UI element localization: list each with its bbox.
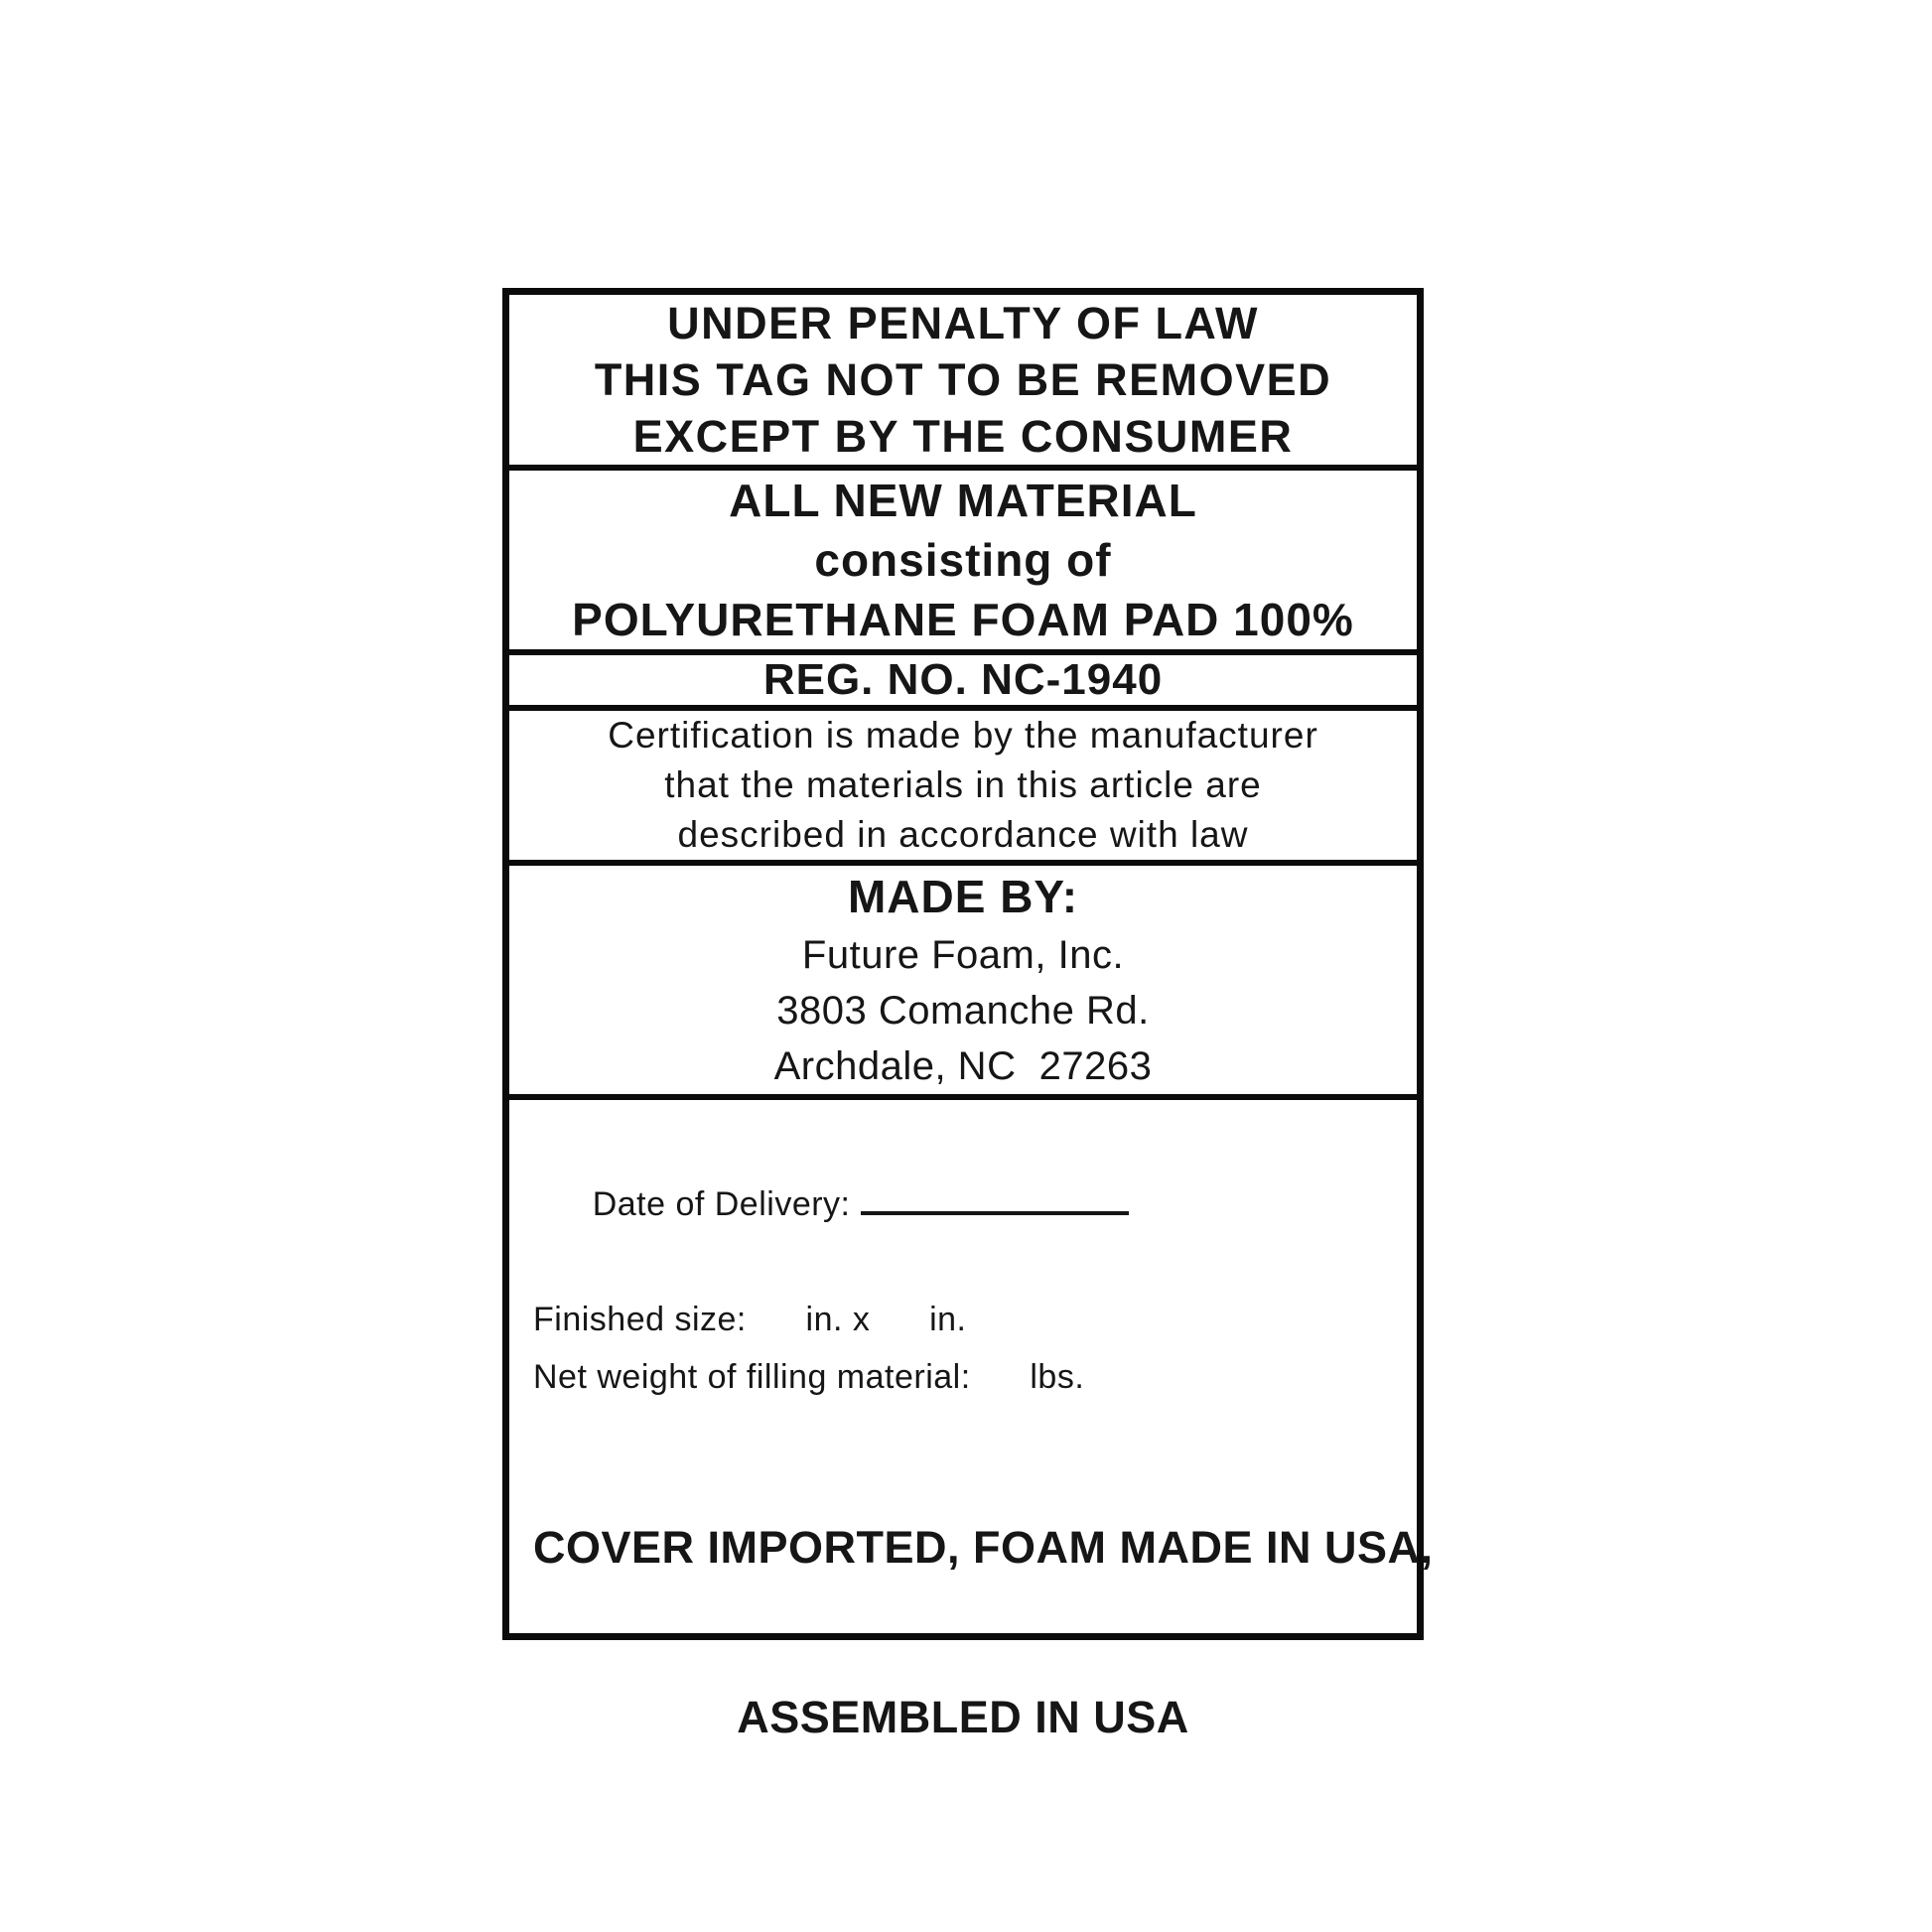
certification-line-2: that the materials in this article are	[664, 764, 1262, 805]
certification-line-3: described in accordance with law	[677, 814, 1249, 855]
registration-number: REG. NO. NC-1940	[762, 655, 1164, 704]
penalty-line-3: EXCEPT BY THE CONSUMER	[632, 411, 1294, 462]
material-line-3: POLYURETHANE FOAM PAD 100%	[572, 594, 1354, 645]
law-label	[502, 288, 1434, 1742]
origin-statement	[533, 1406, 1434, 1866]
finished-size-line: Finished size: in. x in.	[533, 1301, 967, 1338]
certification-line-1: Certification is made by the manufacturer	[608, 715, 1318, 756]
manufacturer-name: Future Foam, Inc.	[801, 933, 1125, 977]
made-by-heading: MADE BY:	[847, 871, 1079, 922]
penalty-line-1: UNDER PENALTY OF LAW	[667, 298, 1259, 348]
section-penalty-notice	[509, 295, 1417, 471]
date-of-delivery-blank-line	[861, 1177, 1129, 1215]
date-of-delivery-label: Date of Delivery:	[592, 1185, 851, 1223]
material-line-2: consisting of	[814, 534, 1112, 586]
penalty-line-2: THIS TAG NOT TO BE REMOVED	[594, 354, 1332, 405]
section-material-contents	[509, 471, 1417, 655]
section-certification	[509, 711, 1417, 866]
manufacturer-street: 3803 Comanche Rd.	[776, 989, 1150, 1033]
material-line-1: ALL NEW MATERIAL	[729, 475, 1197, 526]
section-made-by	[509, 866, 1417, 1100]
origin-statement-line-1: COVER IMPORTED, FOAM MADE IN USA,	[533, 1522, 1434, 1573]
manufacturer-city-state-zip: Archdale, NC 27263	[773, 1044, 1153, 1088]
net-weight-line: Net weight of filling material: lbs.	[533, 1358, 1085, 1396]
origin-statement-line-2: ASSEMBLED IN USA	[737, 1692, 1189, 1742]
section-delivery-form	[509, 1100, 1434, 1888]
section-registration	[509, 655, 1417, 711]
date-of-delivery-line	[533, 1118, 1393, 1291]
